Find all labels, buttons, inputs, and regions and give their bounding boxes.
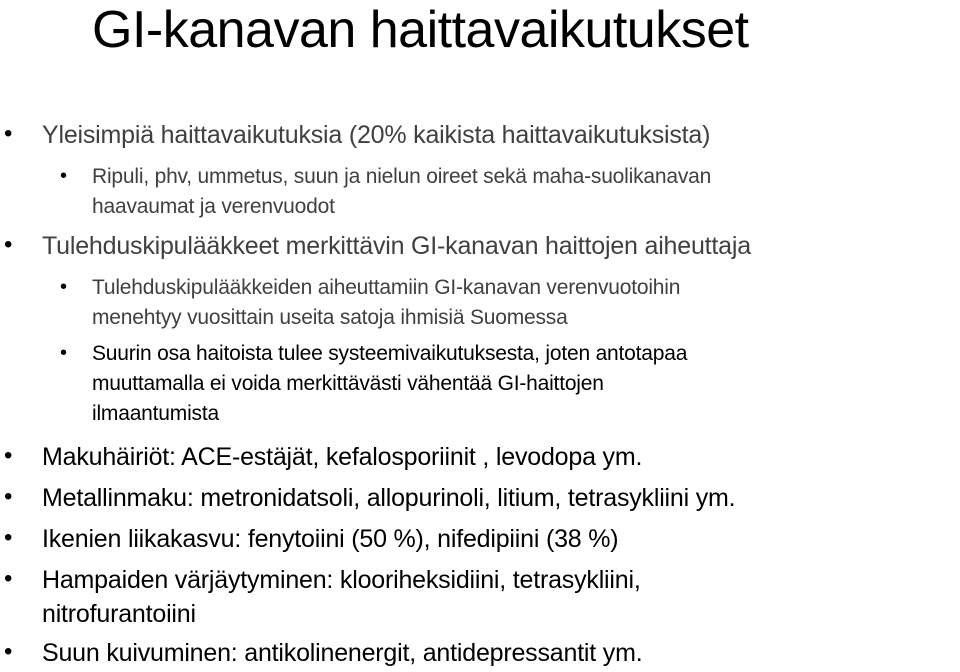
bullet-icon: • bbox=[4, 442, 13, 469]
bullet-text: Makuhäiriöt: ACE-estäjät, kefalosporiinit , levodopa ym. bbox=[42, 443, 643, 471]
sub-bullet-item bbox=[60, 162, 712, 222]
bullet-text: Metallinmaku: metronidatsoli, allopurinoli, litium, tetrasykliini ym. bbox=[42, 484, 736, 512]
bullet-item bbox=[4, 118, 711, 152]
bullet-icon: • bbox=[60, 276, 68, 298]
bullet-text: Tulehduskipulääkkeiden aiheuttamiin GI-kanavan verenvuotoihin menehtyy vuosittain useita satoja ihmisiä Suomessa bbox=[92, 276, 681, 329]
bullet-icon: • bbox=[60, 342, 68, 364]
bullet-icon: • bbox=[60, 165, 68, 187]
bullet-item bbox=[4, 636, 643, 670]
bullet-item bbox=[4, 481, 736, 515]
bullet-icon: • bbox=[4, 565, 13, 592]
bullet-text: Ikenien liikakasvu: fenytoiini (50 %), nifedipiini (38 %) bbox=[42, 525, 619, 553]
slide-title: GI-kanavan haittavaikutukset bbox=[92, 1, 749, 59]
bullet-icon: • bbox=[4, 231, 13, 258]
bullet-icon: • bbox=[4, 120, 13, 147]
sub-bullet-item bbox=[60, 339, 688, 429]
bullet-text: Suurin osa haitoista tulee systeemivaikutuksesta, joten antotapaa muuttamalla ei voida merkittävästi vähentää GI-haittojen ilmaantumista bbox=[92, 342, 688, 425]
bullet-item bbox=[4, 522, 619, 556]
bullet-text: Yleisimpiä haittavaikutuksia (20% kaikista haittavaikutuksista) bbox=[42, 121, 711, 149]
bullet-text: Hampaiden värjäytyminen: klooriheksidiini, tetrasykliini, nitrofurantoiini bbox=[42, 566, 641, 628]
bullet-item bbox=[4, 440, 643, 474]
bullet-item bbox=[4, 229, 751, 263]
bullet-item bbox=[4, 563, 641, 631]
bullet-icon: • bbox=[4, 638, 13, 665]
sub-bullet-item bbox=[60, 273, 681, 333]
bullet-text: Ripuli, phv, ummetus, suun ja nielun oireet sekä maha-suolikanavan haavaumat ja verenvuodot bbox=[92, 165, 712, 218]
bullet-icon: • bbox=[4, 483, 13, 510]
bullet-text: Tulehduskipulääkkeet merkittävin GI-kanavan haittojen aiheuttaja bbox=[42, 232, 751, 260]
bullet-text: Suun kuivuminen: antikolinenergit, antidepressantit ym. bbox=[42, 639, 643, 667]
bullet-icon: • bbox=[4, 524, 13, 551]
